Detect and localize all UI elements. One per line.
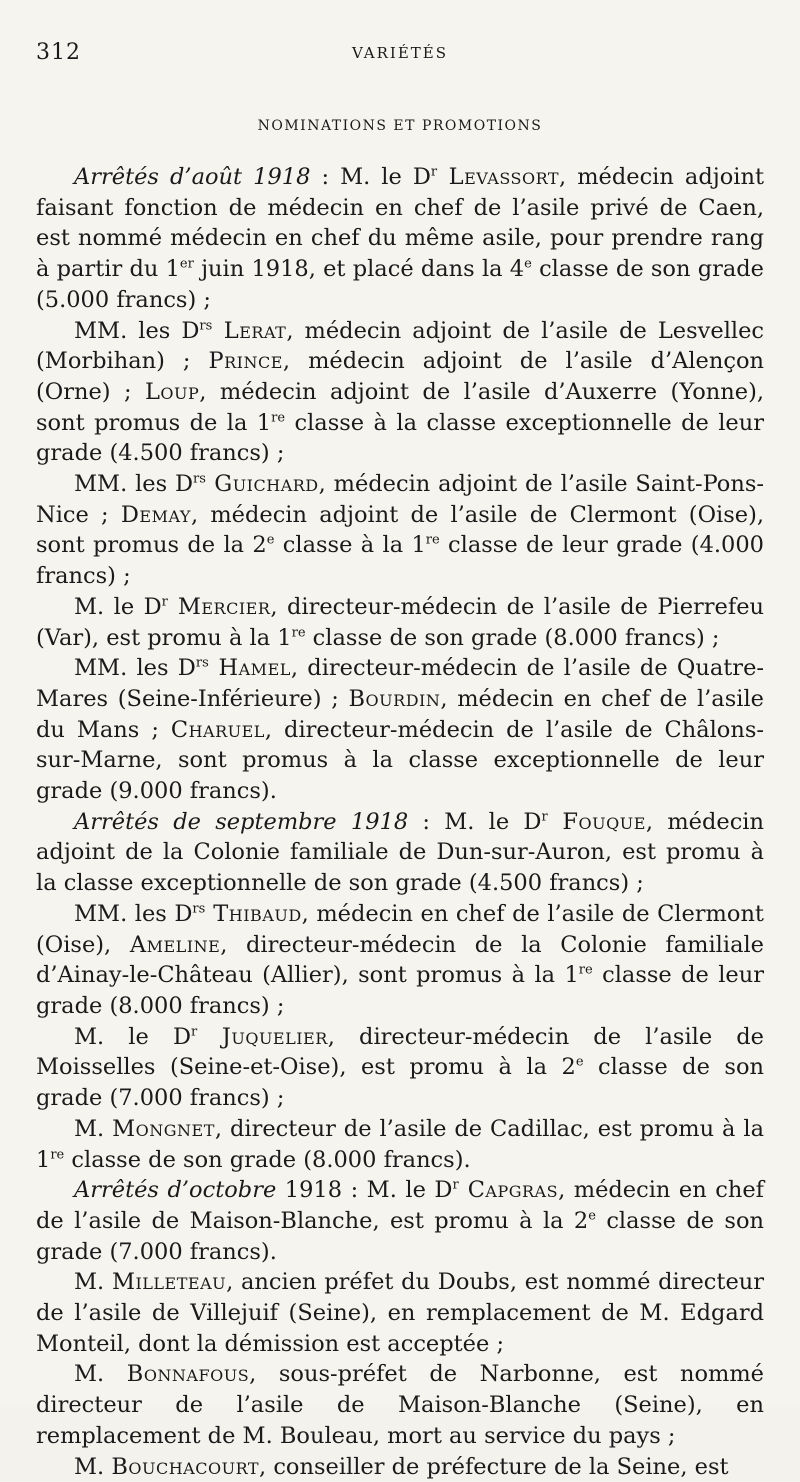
paragraph-text: M. [74, 1269, 112, 1296]
superscript: rs [195, 655, 209, 671]
person-name: Juquelier [197, 1023, 328, 1050]
superscript: re [425, 532, 440, 548]
paragraph-hamel-bourdin-charuel [36, 653, 764, 807]
paragraph-text: : M. le D [408, 808, 542, 835]
superscript: r [541, 809, 548, 825]
paragraph-lerat-prince-loup [36, 316, 764, 470]
paragraph-text: MM. les D [74, 471, 193, 498]
paragraph-text: , médecin adjoint de l’asile d’Auxerre (Yonne), sont promus de la 1 [36, 378, 764, 436]
paragraph-text: , directeur-médecin de l’asile de Moisselles (Seine-et-Oise), est promu à la 2 [36, 1023, 764, 1081]
superscript: rs [193, 471, 206, 487]
paragraph-mongnet [36, 1114, 764, 1175]
paragraph-text: classe à la 1 [274, 532, 426, 559]
article-body [36, 162, 764, 1482]
person-name: Ameline [129, 931, 221, 958]
paragraph-guichard-demay [36, 469, 764, 592]
paragraph-october-capgras [36, 1175, 764, 1267]
paragraph-text: MM. les D [74, 900, 193, 927]
superscript: rs [199, 318, 213, 334]
paragraph-text: , médecin adjoint de l’asile Saint-Pons-Nice ; [36, 471, 764, 528]
superscript: re [291, 625, 306, 641]
paragraph-text: classe de leur grade (8.000 francs) ; [36, 962, 764, 1019]
paragraph-juquelier [36, 1022, 764, 1114]
person-name: Mercier [167, 593, 271, 620]
paragraph-text: MM. les D [74, 317, 200, 344]
paragraph-september-fouque [36, 807, 764, 899]
person-name: Bourdin [348, 685, 441, 712]
paragraph-bouchacourt [36, 1452, 764, 1482]
paragraph-text: classe de son grade (8.000 francs). [64, 1146, 471, 1173]
paragraph-text: , directeur-médecin de l’asile de Châlons-sur-Marne, sont promus à la classe exceptionnelle de leur grade (9.000 francs). [36, 716, 764, 805]
paragraph-text: , directeur de l’asile de Cadillac, est promu à la 1 [36, 1115, 764, 1173]
paragraph-text: M. le D [74, 1023, 191, 1050]
paragraph-text: M. [74, 1115, 113, 1142]
running-title: VARIÉTÉS [351, 44, 449, 62]
person-name: Demay [120, 501, 191, 528]
paragraph-text: , directeur-médecin de l’asile de Pierrefeu (Var), est promu à la 1 [36, 593, 764, 651]
paragraph-text: , médecin adjoint de l’asile de Clermont (Oise), sont promus de la 2 [36, 501, 765, 559]
person-name: Prince [208, 348, 283, 375]
paragraph-text: MM. les D [74, 655, 196, 682]
person-name: Lerat [212, 317, 287, 344]
superscript: e [524, 256, 532, 272]
superscript: re [271, 410, 286, 426]
paragraph-text: , médecin en chef de l’asile de Maison-Blanche, est promu à la 2 [36, 1177, 764, 1234]
superscript: r [161, 594, 168, 610]
superscript: er [179, 256, 194, 272]
paragraph-text: , sous-préfet de Narbonne, est nommé directeur de l’asile de Maison-Blanche (Seine), en remplacement de M. Bouleau, mort au service du pays ; [36, 1361, 764, 1449]
paragraph-text: , médecin en chef de l’asile de Clermont (Oise), [36, 900, 764, 958]
paragraph-text: classe de leur grade (4.000 francs) ; [36, 532, 764, 590]
section-title: NOMINATIONS ET PROMOTIONS [257, 118, 543, 134]
superscript: r [430, 164, 438, 180]
paragraph-text: classe de son grade (5.000 francs) ; [36, 256, 764, 313]
superscript: e [575, 1054, 584, 1070]
person-name: Levassort [437, 164, 560, 190]
decree-date-label: Arrêtés d’octobre [74, 1177, 277, 1204]
superscript: rs [192, 901, 206, 917]
paragraph-text: M. [74, 1361, 127, 1388]
page-header [36, 40, 764, 70]
page-number: 312 [36, 40, 81, 65]
superscript: e [266, 532, 275, 548]
paragraph-text: , médecin adjoint de l’asile de Lesvellec (Morbihan) ; [36, 317, 764, 375]
paragraph-thibaud-ameline [36, 899, 764, 1022]
paragraph-text: M. le D [74, 593, 162, 620]
paragraph-text: classe de son grade (7.000 francs). [36, 1207, 764, 1265]
paragraph-text: , médecin en chef de l’asile du Mans ; [36, 685, 764, 743]
person-name: Guichard [205, 471, 319, 498]
paragraph-text: , directeur-médecin de la Colonie familiale d’Ainay-le-Château (Allier), sont promus à la 1 [36, 931, 764, 989]
person-name: Bonnafous [126, 1361, 250, 1388]
paragraph-bonnafous [36, 1359, 764, 1451]
person-name: Hamel [208, 655, 291, 682]
paragraph-text: , ancien préfet du Doubs, est nommé directeur de l’asile de Villejuif (Seine), en remplacement de M. Edgard Monteil, dont la démission est acceptée ; [36, 1269, 764, 1357]
superscript: re [578, 962, 593, 978]
paragraph-august-levassort [36, 162, 764, 316]
paragraph-text: juin 1918, et placé dans la 4 [193, 256, 525, 283]
superscript: e [588, 1208, 596, 1224]
paragraph-text: M. [74, 1453, 112, 1480]
person-name: Mongnet [112, 1115, 215, 1142]
paragraph-text: , médecin adjoint de l’asile d’Alençon (Orne) ; [36, 348, 764, 405]
superscript: r [452, 1177, 459, 1193]
person-name: Capgras [458, 1177, 559, 1204]
paragraph-mercier [36, 592, 764, 653]
paragraph-text: classe de son grade (8.000 francs) ; [305, 624, 720, 651]
superscript: r [190, 1024, 198, 1040]
person-name: Milleteau [111, 1269, 227, 1296]
paragraph-text: : M. le D [310, 164, 431, 190]
person-name: Thibaud [205, 900, 302, 927]
person-name: Bouchacourt [111, 1453, 260, 1480]
decree-date-label: Arrêtés de septembre 1918 [74, 808, 409, 835]
paragraph-text: , médecin adjoint faisant fonction de médecin en chef de l’asile privé de Caen, est nommé médecin en chef du même asile, pour prendre rang à partir du 1 [36, 164, 764, 283]
paragraph-text: , directeur-médecin de l’asile de Quatre-Mares (Seine-Inférieure) ; [36, 655, 764, 712]
person-name: Loup [144, 378, 200, 405]
decree-date-label: Arrêtés d’août 1918 [74, 164, 311, 190]
paragraph-text: 1918 : M. le D [276, 1177, 453, 1204]
paragraph-text: classe à la classe exceptionnelle de leur grade (4.500 francs) ; [36, 409, 764, 467]
paragraph-text: , conseiller de préfecture de la Seine, est [259, 1453, 729, 1480]
person-name: Fouque [547, 808, 646, 835]
paragraph-text: , médecin adjoint de la Colonie familiale de Dun-sur-Auron, est promu à la classe exceptionnelle de son grade (4.500 francs) ; [36, 808, 764, 897]
paragraph-text: classe de son grade (7.000 francs) ; [36, 1054, 764, 1112]
superscript: re [50, 1147, 65, 1162]
person-name: Charuel [170, 716, 265, 743]
paragraph-milleteau [36, 1267, 764, 1359]
